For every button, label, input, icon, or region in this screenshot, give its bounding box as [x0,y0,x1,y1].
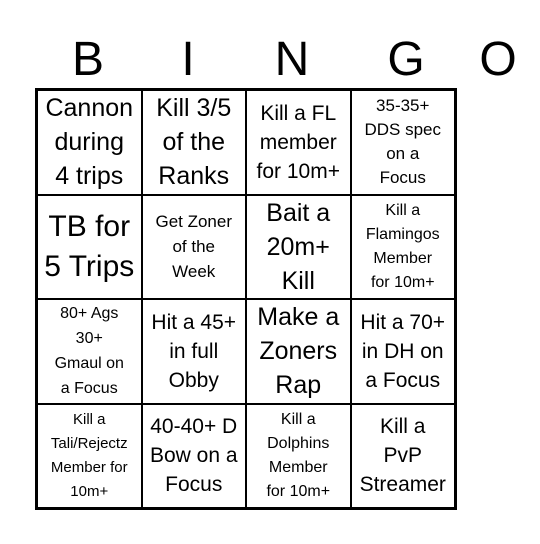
bingo-cell[interactable] [37,404,142,509]
bingo-header [36,30,517,90]
bingo-cell[interactable] [246,195,351,300]
bingo-cell[interactable] [351,299,456,404]
bingo-cell[interactable] [142,299,247,404]
bingo-cell[interactable] [37,90,142,195]
bingo-cell[interactable] [142,195,247,300]
header-letter-n: N [274,33,310,86]
cell-text: 40-40+ D Bow on a Focus [149,415,238,497]
cell-text: Make a Zoners Rap [257,303,340,400]
bingo-cell[interactable] [246,90,351,195]
bingo-cell[interactable] [142,404,247,509]
bingo-cell[interactable] [37,195,142,300]
cell-text: 80+ Ags 30+ Gmaul on a Focus [54,305,124,398]
bingo-cell[interactable] [246,299,351,404]
cell-text: Bait a 20m+ Kill [266,198,331,295]
cell-text: Kill a Tali/Rejectz Member for 10m+ [50,410,128,500]
bingo-cell[interactable] [246,404,351,509]
header-letter-g: G [387,33,425,86]
cell-text: Hit a 45+ in full Obby [151,310,237,392]
cell-text: TB for 5 Trips [44,209,135,283]
cell-text: Get Zoner of the Week [155,212,233,282]
cell-text: 35-35+ DDS spec on a Focus [364,96,442,188]
cell-text: Cannon during 4 trips [45,94,134,191]
cell-text: Kill a Dolphins Member for 10m+ [266,410,331,500]
bingo-cell[interactable] [351,404,456,509]
header-letter-b: B [71,33,104,86]
bingo-grid [35,88,457,510]
bingo-cell[interactable] [142,90,247,195]
cell-text: Kill a Flamingos Member for 10m+ [365,201,440,291]
header-letter-i: I [181,33,195,86]
bingo-cell[interactable] [351,90,456,195]
cell-text: Kill a PvP Streamer [359,415,446,497]
bingo-cell[interactable] [37,299,142,404]
header-letter-o: O [479,33,517,86]
cell-text: Kill a FL member for 10m+ [256,101,340,183]
cell-text: Hit a 70+ in DH on a Focus [360,310,446,392]
cell-text: Kill 3/5 of the Ranks [156,94,232,191]
bingo-cell[interactable] [351,195,456,300]
